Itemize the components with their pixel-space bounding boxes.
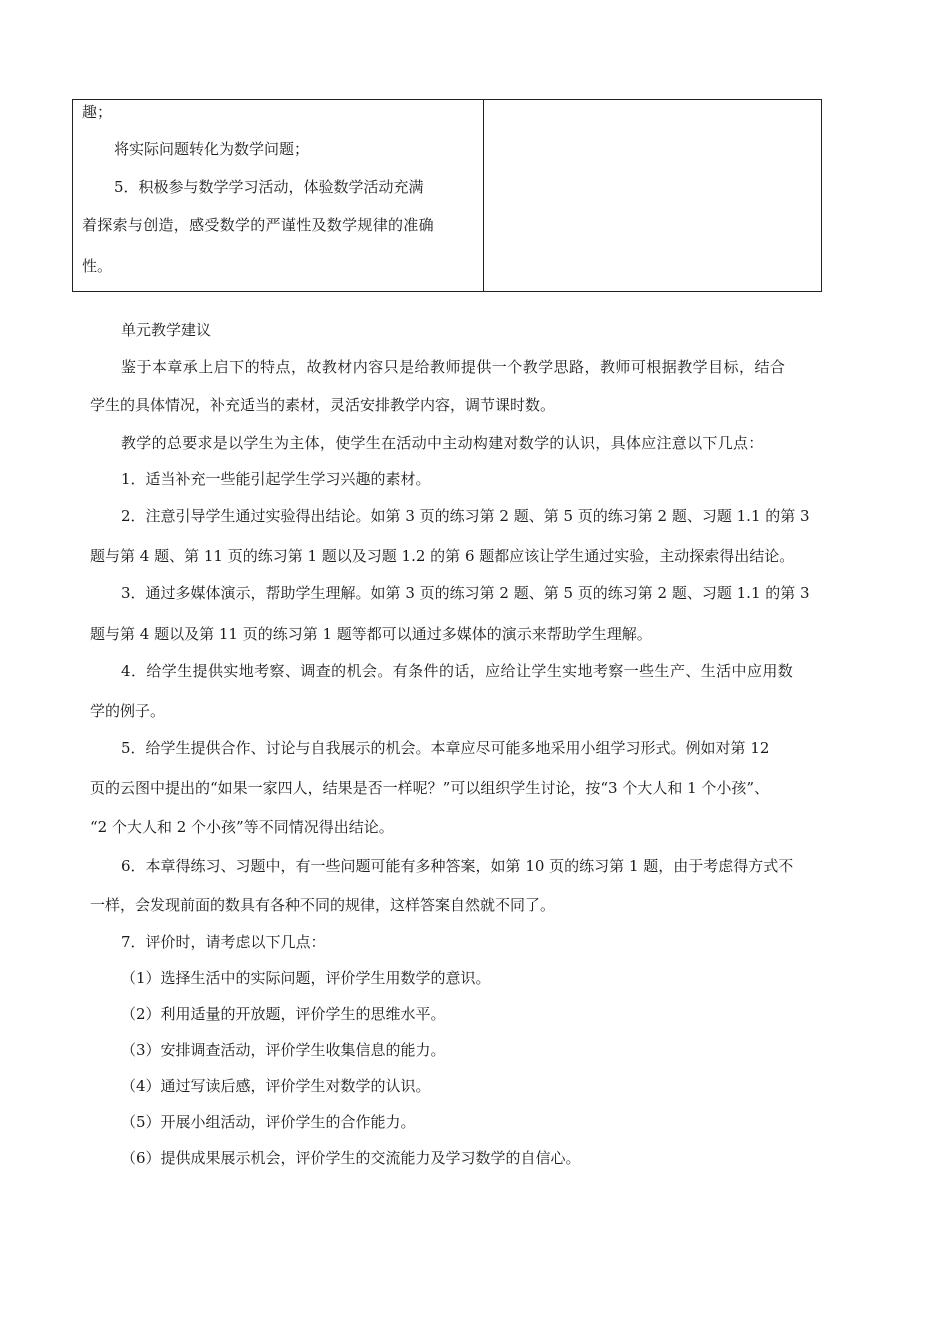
paragraph-line: 6．本章得练习、习题中，有一些问题可能有多种答案，如第 10 页的练习第 1 题，由于考虑得方式不 bbox=[121, 857, 794, 875]
paragraph-line: 2．注意引导学生通过实验得出结论。如第 3 页的练习第 2 题、第 5 页的练习第 2 题、习题 1.1 的第 3 bbox=[121, 507, 810, 525]
section-heading: 单元教学建议 bbox=[121, 321, 212, 339]
table-left-cell-line: 5．积极参与数学学习活动，体验数学活动充满 bbox=[114, 178, 424, 196]
paragraph-line: （6）提供成果展示机会，评价学生的交流能力及学习数学的自信心。 bbox=[121, 1149, 581, 1167]
table-left-cell-line: 性。 bbox=[82, 257, 113, 275]
paragraph-line: 3．通过多媒体演示，帮助学生理解。如第 3 页的练习第 2 题、第 5 页的练习第 2 题、习题 1.1 的第 3 bbox=[121, 584, 810, 602]
paragraph-line: 4．给学生提供实地考察、调查的机会。有条件的话，应给让学生实地考察一些生产、生活中应用数 bbox=[121, 662, 794, 680]
paragraph-line: （1）选择生活中的实际问题，评价学生用数学的意识。 bbox=[121, 969, 491, 987]
table-left-cell-line: 着探索与创造，感受数学的严谨性及数学规律的准确 bbox=[82, 216, 434, 234]
paragraph-line: （2）利用适量的开放题，评价学生的思维水平。 bbox=[121, 1005, 446, 1023]
paragraph-line: 1．适当补充一些能引起学生学习兴趣的素材。 bbox=[121, 470, 431, 488]
paragraph-line: （3）安排调查活动，评价学生收集信息的能力。 bbox=[121, 1041, 446, 1059]
paragraph-line: 学的例子。 bbox=[90, 702, 166, 720]
paragraph-line: 题与第 4 题、第 11 页的练习第 1 题以及习题 1.2 的第 6 题都应该让学生通过实验，主动探索得出结论。 bbox=[90, 547, 795, 565]
paragraph-line: （4）通过写读后感，评价学生对数学的认识。 bbox=[121, 1077, 431, 1095]
paragraph-line: 学生的具体情况，补充适当的素材，灵活安排教学内容，调节课时数。 bbox=[90, 396, 556, 414]
table-left-cell-line: 将实际问题转化为数学问题； bbox=[114, 140, 310, 158]
paragraph-line: “2 个大人和 2 个小孩”等不同情况得出结论。 bbox=[90, 818, 394, 836]
table-column-divider bbox=[483, 99, 484, 292]
paragraph-line: 题与第 4 题以及第 11 页的练习第 1 题等都可以通过多媒体的演示来帮助学生理解。 bbox=[90, 625, 652, 643]
paragraph-line: 一样，会发现前面的数具有各种不同的规律，这样答案自然就不同了。 bbox=[90, 896, 556, 914]
paragraph-line: 教学的总要求是以学生为主体，使学生在活动中主动构建对数学的认识，具体应注意以下几点： bbox=[121, 434, 764, 452]
paragraph-line: 5．给学生提供合作、讨论与自我展示的机会。本章应尽可能多地采用小组学习形式。例如对第 12 bbox=[121, 739, 770, 757]
paragraph-line: 7．评价时，请考虑以下几点： bbox=[121, 933, 326, 951]
paragraph-line: 页的云图中提出的“如果一家四人，结果是否一样呢？”可以组织学生讨论，按“3 个大人和 1 个小孩”、 bbox=[90, 779, 770, 797]
paragraph-line: 鉴于本章承上启下的特点，故教材内容只是给教师提供一个教学思路，教师可根据教学目标，结合 bbox=[121, 358, 786, 376]
table-left-cell-line: 趣； bbox=[82, 103, 113, 121]
paragraph-line: （5）开展小组活动，评价学生的合作能力。 bbox=[121, 1113, 416, 1131]
